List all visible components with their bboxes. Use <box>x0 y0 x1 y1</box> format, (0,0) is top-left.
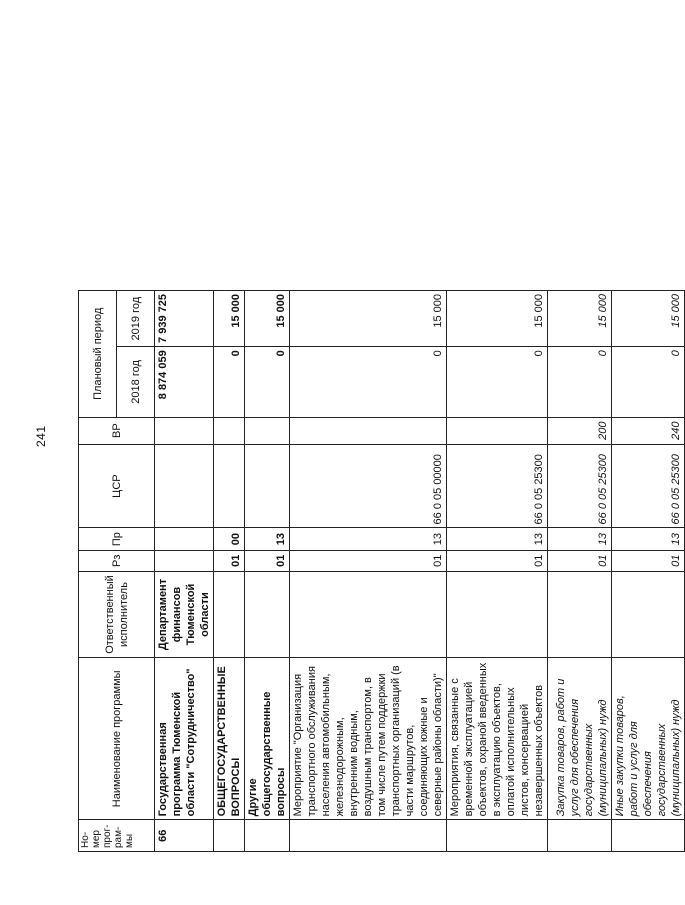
rz-cell <box>155 550 214 571</box>
table-row <box>245 291 290 852</box>
program-number-cell <box>214 820 245 852</box>
amount-2019-cell: 15 000 <box>612 291 685 347</box>
pr-cell <box>155 528 214 550</box>
pr-cell: 13 <box>548 528 612 550</box>
table-body <box>155 291 685 852</box>
executor-cell <box>214 571 245 658</box>
amount-2018-cell: 8 874 059 <box>155 347 214 417</box>
program-number-cell <box>548 820 612 852</box>
program-name-cell: Другие общегосударственные вопросы <box>245 658 290 820</box>
program-name-cell: Иные закупки товаров, работ и услуг для обеспечения государственных (муниципальных) нужд <box>612 658 685 820</box>
executor-cell <box>447 571 548 658</box>
amount-2019-cell: 15 000 <box>447 291 548 347</box>
vr-cell: 200 <box>548 417 612 444</box>
csr-cell <box>214 444 245 528</box>
page-number: 241 <box>34 425 48 447</box>
header-rz: Рз <box>79 550 155 571</box>
table-row <box>548 291 612 852</box>
program-name-cell: ОБЩЕГОСУДАРСТВЕННЫЕ ВОПРОСЫ <box>214 658 245 820</box>
csr-cell: 66 0 05 25300 <box>447 444 548 528</box>
csr-cell <box>245 444 290 528</box>
amount-2018-cell: 0 <box>447 347 548 417</box>
pr-cell: 13 <box>612 528 685 550</box>
program-name-cell: Закупка товаров, работ и услуг для обеспечения государственных (муниципальных) нужд <box>548 658 612 820</box>
amount-2019-cell: 7 939 725 <box>155 291 214 347</box>
program-number-cell <box>447 820 548 852</box>
csr-cell: 66 0 05 00000 <box>290 444 447 528</box>
rz-cell: 01 <box>214 550 245 571</box>
vr-cell <box>214 417 245 444</box>
vr-cell <box>245 417 290 444</box>
vr-cell <box>290 417 447 444</box>
program-number-cell: 66 <box>155 820 214 852</box>
vr-cell: 240 <box>612 417 685 444</box>
table-row <box>447 291 548 852</box>
header-planned-period: Плановый период <box>79 291 117 418</box>
header-csr: ЦСР <box>79 444 155 528</box>
executor-cell: Департамент финансов Тюменской области <box>155 571 214 658</box>
vr-cell <box>447 417 548 444</box>
amount-2018-cell: 0 <box>612 347 685 417</box>
header-executor: Ответственный исполнитель <box>79 571 155 658</box>
vr-cell <box>155 417 214 444</box>
table-row <box>612 291 685 852</box>
amount-2018-cell: 0 <box>290 347 447 417</box>
amount-2019-cell: 15 000 <box>214 291 245 347</box>
executor-cell <box>290 571 447 658</box>
header-vr: ВР <box>79 417 155 444</box>
executor-cell <box>612 571 685 658</box>
header-program-number: Но-мер прог-рам-мы <box>79 820 155 852</box>
csr-cell <box>155 444 214 528</box>
program-name-cell: Мероприятие "Организация транспортного обслуживания населения автомобильным, железнодорожным, внутренним водным, воздушным транспортом, в том числе путем поддержки транспортных организаций (в части маршрутов, соединяющих южные и северные районы области)" <box>290 658 447 820</box>
pr-cell: 13 <box>447 528 548 550</box>
csr-cell: 66 0 05 25300 <box>612 444 685 528</box>
amount-2019-cell: 15 000 <box>548 291 612 347</box>
rz-cell: 01 <box>612 550 685 571</box>
rz-cell: 01 <box>548 550 612 571</box>
budget-table-wrapper <box>78 290 685 852</box>
pr-cell: 00 <box>214 528 245 550</box>
budget-table <box>78 290 685 852</box>
amount-2019-cell: 15 000 <box>245 291 290 347</box>
amount-2018-cell: 0 <box>214 347 245 417</box>
rz-cell: 01 <box>447 550 548 571</box>
header-program-name: Наименование программы <box>79 658 155 820</box>
csr-cell: 66 0 05 25300 <box>548 444 612 528</box>
header-year-2018: 2018 год <box>117 347 155 417</box>
executor-cell <box>548 571 612 658</box>
table-row <box>214 291 245 852</box>
program-number-cell <box>612 820 685 852</box>
header-year-2019: 2019 год <box>117 291 155 347</box>
program-name-cell: Государственная программа Тюменской области "Сотрудничество" <box>155 658 214 820</box>
table-row <box>155 291 214 852</box>
rz-cell: 01 <box>245 550 290 571</box>
rz-cell: 01 <box>290 550 447 571</box>
program-number-cell <box>245 820 290 852</box>
pr-cell: 13 <box>245 528 290 550</box>
pr-cell: 13 <box>290 528 447 550</box>
amount-2018-cell: 0 <box>548 347 612 417</box>
amount-2018-cell: 0 <box>245 347 290 417</box>
header-pr: Пр <box>79 528 155 550</box>
executor-cell <box>245 571 290 658</box>
table-row <box>290 291 447 852</box>
program-number-cell <box>290 820 447 852</box>
amount-2019-cell: 15 000 <box>290 291 447 347</box>
program-name-cell: Мероприятия, связанные с временной эксплуатацией объектов, охраной введенных в эксплуатацию объектов, оплатой исполнительных листов, консервацией незавершенных объектов <box>447 658 548 820</box>
